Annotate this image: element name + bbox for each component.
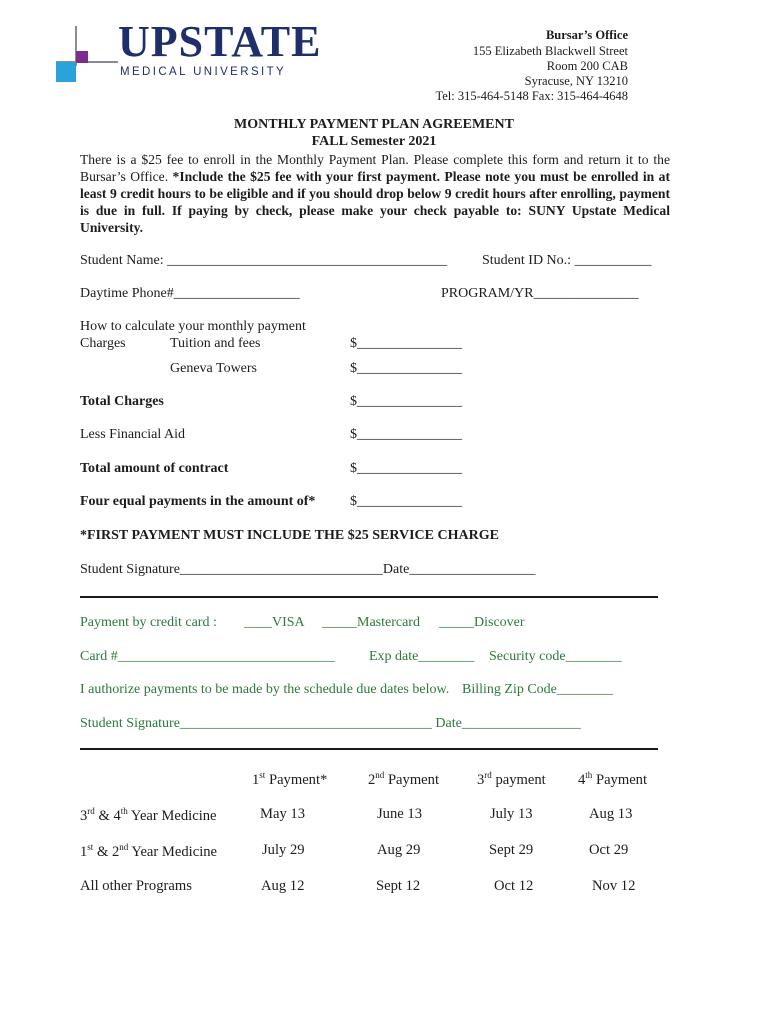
table-cell-date: Sept 29 (489, 842, 534, 858)
divider-bottom (80, 748, 658, 750)
logo-purple-square (76, 51, 88, 63)
table-cell-date: July 29 (262, 842, 305, 858)
security-code-field[interactable]: Security code________ (489, 649, 622, 664)
card-signature-field[interactable]: Student Signature____________________________________ Date_________________ (80, 716, 581, 731)
card-number-field[interactable]: Card #_______________________________ (80, 649, 335, 664)
daytime-phone-field[interactable]: Daytime Phone#__________________ (80, 286, 300, 301)
exp-date-field[interactable]: Exp date________ (369, 649, 475, 664)
table-cell-date: June 13 (377, 806, 422, 822)
header-payment-4: 4th Payment (578, 770, 648, 788)
discover-option[interactable]: _____Discover (439, 615, 525, 630)
table-row-label: All other Programs (80, 878, 192, 894)
four-payments-field[interactable]: $_______________ (350, 494, 462, 509)
credit-card-label: Payment by credit card : (80, 615, 217, 630)
visa-option[interactable]: ____VISA (244, 615, 305, 630)
less-aid-label: Less Financial Aid (80, 427, 185, 442)
table-cell-date: July 13 (490, 806, 533, 822)
header-payment-3: 3rd payment (477, 770, 546, 788)
header-payment-1: 1st Payment* (252, 770, 328, 788)
table-cell-date: Oct 29 (589, 842, 629, 858)
total-charges-label: Total Charges (80, 394, 164, 409)
office-room: Room 200 CAB (546, 59, 628, 73)
logo-blue-square (56, 62, 76, 82)
office-name: Bursar’s Office (545, 28, 628, 42)
calc-tuition-label: Tuition and fees (170, 336, 261, 351)
total-contract-field[interactable]: $_______________ (350, 461, 462, 476)
program-field[interactable]: PROGRAM/YR_______________ (441, 286, 639, 301)
form-semester: FALL Semester 2021 (311, 134, 437, 149)
divider-top (80, 596, 658, 598)
student-signature-field[interactable]: Student Signature_____________________________Date__________________ (80, 562, 536, 577)
table-cell-date: Sept 12 (376, 878, 421, 894)
logo-subtitle: MEDICAL UNIVERSITY (120, 66, 287, 78)
four-payments-label: Four equal payments in the amount of* (80, 494, 316, 509)
calc-charges-label: Charges (80, 336, 126, 351)
logo-wordmark: UPSTATE (118, 17, 322, 66)
office-city: Syracuse, NY 13210 (524, 74, 628, 88)
office-phone: Tel: 315-464-5148 Fax: 315-464-4648 (435, 89, 628, 103)
table-cell-date: Nov 12 (592, 878, 636, 894)
less-aid-field[interactable]: $_______________ (350, 427, 462, 442)
first-payment-note: *FIRST PAYMENT MUST INCLUDE THE $25 SERVICE CHARGE (80, 528, 499, 543)
header-payment-2: 2nd Payment (368, 770, 440, 788)
student-name-field[interactable]: Student Name: ________________________________________ (80, 253, 448, 268)
student-id-field[interactable]: Student ID No.: ___________ (482, 253, 652, 268)
table-cell-date: May 13 (260, 806, 305, 822)
intro-paragraph (80, 151, 670, 236)
table-cell-date: Oct 12 (494, 878, 534, 894)
tuition-amount-field[interactable]: $_______________ (350, 336, 462, 351)
table-cell-date: Aug 29 (377, 842, 421, 858)
billing-zip-field[interactable]: Billing Zip Code________ (462, 682, 613, 697)
mastercard-option[interactable]: _____Mastercard (322, 615, 420, 630)
total-charges-field[interactable]: $_______________ (350, 394, 462, 409)
form-title: MONTHLY PAYMENT PLAN AGREEMENT (234, 117, 514, 132)
table-row-label: 1st & 2nd Year Medicine (80, 842, 218, 860)
intro-bold: *Include the $25 fee with your first payment. Please note you must be enrolled in at least 9 credit hours to be eligible and if you should drop below 9 credit hours after enrolling, payment is due in full. If paying by check, please make your check payable to: SUNY Upstate Medical University. (80, 169, 670, 235)
authorize-text: I authorize payments to be made by the schedule due dates below. (80, 682, 450, 697)
office-street: 155 Elizabeth Blackwell Street (472, 44, 628, 58)
table-row-label: 3rd & 4th Year Medicine (80, 806, 217, 824)
table-cell-date: Aug 12 (261, 878, 305, 894)
calc-geneva-label: Geneva Towers (170, 361, 258, 376)
total-contract-label: Total amount of contract (80, 461, 229, 476)
geneva-amount-field[interactable]: $_______________ (350, 361, 462, 376)
table-cell-date: Aug 13 (589, 806, 633, 822)
intro-plain: There is a $25 fee to enroll in the Monthly Payment Plan. Please complete this form and return it to the Bursar’s Office. (80, 152, 670, 184)
calc-heading: How to calculate your monthly payment (80, 319, 306, 334)
